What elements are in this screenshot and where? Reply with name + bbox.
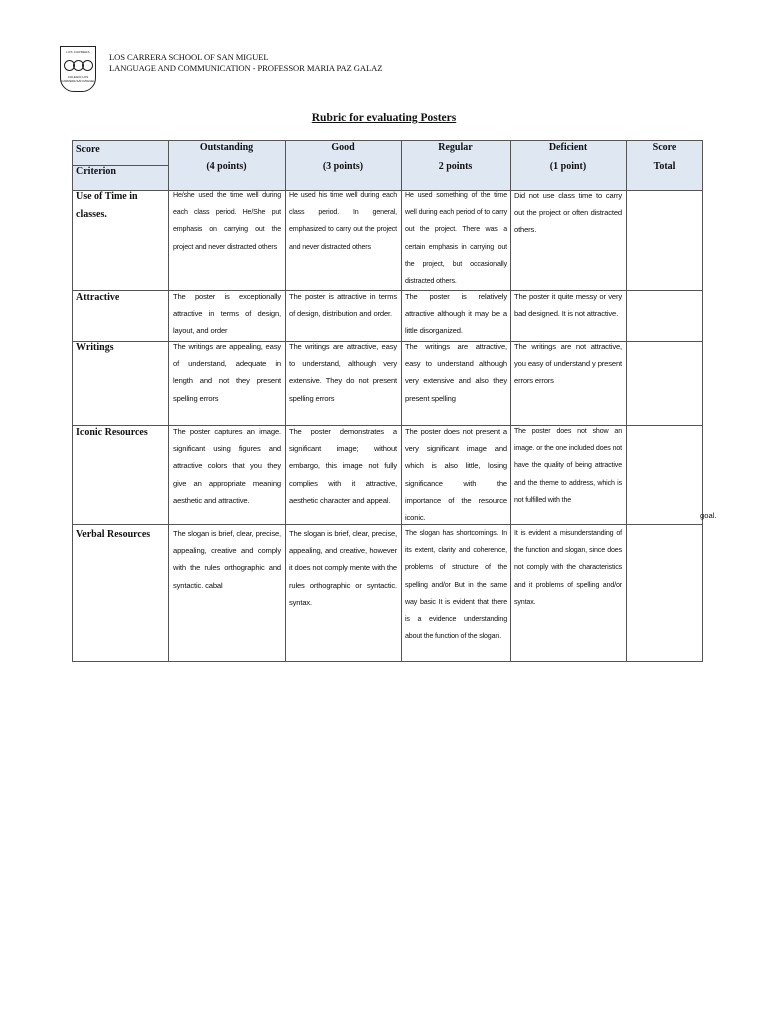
criterion-use-of-time: Use of Time in classes.	[76, 191, 138, 220]
criterion-writings: Writings	[76, 342, 114, 353]
column-divider	[168, 140, 169, 662]
cell-good: The writings are attractive, easy to understand, although very extensive. They do not present spelling errors	[289, 342, 397, 403]
cell-deficient: The writings are not attractive, you easy of understand y present errors errors	[514, 342, 622, 386]
header-deficient: Deficient	[548, 142, 588, 153]
header-subject: LANGUAGE AND COMMUNICATION - PROFESSOR MARIA PAZ GALAZ	[109, 63, 383, 73]
cell-deficient: The poster it quite messy or very bad designed. It is not attractive.	[514, 292, 622, 319]
cell-outstanding: The poster captures an image. significant using figures and attractive colors that you they give an appropriate meaning aesthetic and attractive.	[173, 427, 281, 505]
document-header	[109, 52, 382, 74]
cell-good: The poster is attractive in terms of design, distribution and order.	[289, 292, 397, 319]
header-score: Score	[76, 144, 100, 155]
header-school-name: LOS CARRERA SCHOOL OF SAN MIGUEL	[109, 52, 269, 62]
cell-regular: The writings are attractive, easy to understand although very extensive and also they present spelling	[405, 342, 507, 403]
cell-deficient: Did not use class time to carry out the project or often distracted others.	[514, 191, 622, 235]
overflow-text-goal: goal.	[700, 511, 717, 520]
logo-top-text: LOS CARRERA	[66, 50, 90, 54]
cell-good: He used his time well during each class period. In general, emphasized to carry out the project and never distracted others	[289, 191, 397, 251]
header-deficient-points: (1 point)	[549, 161, 587, 172]
cell-good: The slogan is brief, clear, precise, appealing, and creative, however it does not comply mente with the rules orthographic or syntactic. syntax.	[289, 529, 397, 607]
cell-regular: The poster does not present a very significant image and which is also little, losing significance with the importance of the resource iconic.	[405, 427, 507, 523]
criterion-attractive: Attractive	[76, 292, 120, 303]
header-regular-points: 2 points	[438, 161, 473, 172]
cell-outstanding: The writings are appealing, easy of understand, adequate in length and not they present spelling errors	[173, 342, 281, 403]
header-score-column: Score	[652, 142, 677, 153]
logo-bottom-text: COLEGIO LOS CARRERA SAN MIGUEL	[61, 75, 95, 83]
criterion-iconic-resources: Iconic Resources	[76, 427, 148, 438]
column-divider	[510, 140, 511, 662]
column-divider	[401, 140, 402, 662]
column-divider	[626, 140, 627, 662]
header-good: Good	[331, 142, 355, 153]
header-outstanding: Outstanding	[199, 142, 254, 153]
cell-outstanding: The poster is exceptionally attractive in terms of design, layout, and order	[173, 292, 281, 336]
header-total: Total	[653, 161, 676, 172]
cell-deficient: The poster does not show an image. or the one included does not have the quality of being attractive and the theme to address, which is not fulfilled with the	[514, 427, 622, 504]
header-regular: Regular	[438, 142, 473, 153]
school-logo	[60, 46, 96, 92]
cell-outstanding: The slogan is brief, clear, precise, appealing, creative and comply with the rules orthographic and syntactic. cabal	[173, 529, 281, 590]
cell-deficient: It is evident a misunderstanding of the function and slogan, since does not comply with the characteristics and it problems of spelling and/or syntax.	[514, 529, 622, 606]
cell-regular: The poster is relatively attractive although it may be a little disorganized.	[405, 292, 507, 336]
cell-good: The poster demonstrates a significant image; without embargo, this image not fully complies with it attractive, aesthetic character and appeal.	[289, 427, 397, 505]
header-criterion: Criterion	[76, 166, 116, 177]
criterion-verbal-resources: Verbal Resources	[76, 529, 151, 540]
column-divider	[285, 140, 286, 662]
document-title: Rubric for evaluating Posters	[311, 112, 457, 124]
cell-regular: He used something of the time well during each period of to carry out the project. There was a certain emphasis in carrying out the project, but occasionally distracted others.	[405, 191, 507, 286]
header-good-points: (3 points)	[322, 161, 364, 172]
cell-outstanding: He/she used the time well during each class period. He/She put emphasis on carrying out the project and never distracted others	[173, 191, 281, 251]
logo-rings-icon	[61, 60, 95, 71]
header-outstanding-points: (4 points)	[206, 161, 247, 172]
cell-regular: The slogan has shortcomings. In its extent, clarity and coherence, problems of structure of the spelling and/or But in the same way basic It is evident that there is a evidence understanding about the function of the slogan.	[405, 529, 507, 641]
